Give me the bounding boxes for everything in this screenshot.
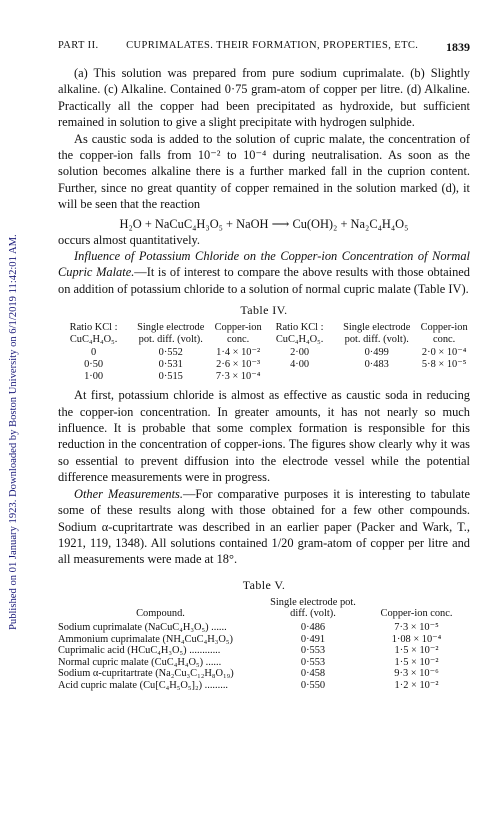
table4-cell [418,371,470,383]
table5-cell: 1·5 × 10⁻² [394,656,439,668]
table4-cell: 1·4 × 10⁻² [216,347,261,359]
table4-header-2: Copper-ion conc. [214,322,262,345]
paragraph-neutralisation: As caustic soda is added to the solution of cupric malate, the concentration of the copper-ion falls from 10⁻² to 10⁻⁴ during neutralisation. As soon as the solution becomes alkaline there is a further marked fall in the cuprion content. Further, since no great quantity of copper remained in the solution marked (d), it will be seen that the reaction [58,131,470,212]
table-row [58,347,470,359]
table4-header-4: Single electrode pot. diff. (volt). [343,322,411,345]
reaction-equation: H₂O + NaCuC₄H₃O₅ + NaOH ⟶ Cu(OH)₂ + Na₂C₄H₄O₅ [119,216,409,231]
table4-cell: 7·3 × 10⁻⁴ [215,370,261,382]
table4-cell: 2·6 × 10⁻³ [216,359,261,371]
section-heading-kcl: Influence of Potassium Chloride on the Copper-ion Concentration of Normal Cupric Malate. [58,249,470,280]
paragraph-other-text: —For comparative purposes it is interesting to tabulate some of these results along with those obtained for a few other compounds. Sodium α-cupritartrate was described in an earlier paper (Packer and Wark, T., 1921, 119, 1348). All solutions contained 1/20 gram-atom of copper per litre and all measurements were made at 18°. [58,486,470,567]
paragraph-kcl-text: —It is of interest to compare the above results with those obtained on addition of potassium chloride to a solution of normal cupric malate (Table IV). [58,265,470,296]
table4-cell [264,371,335,383]
table4-cell: 2·00 [290,347,310,359]
table5-header-0: Compound. [136,608,185,620]
table4-cell: 2·0 × 10⁻⁴ [421,347,467,359]
table5-cell: 1·2 × 10⁻² [394,679,439,691]
table5-cell: Ammonium cuprimalate (NH₄CuC₄H₃O₅) [58,633,233,645]
header-title: CUPRIMALATES. THEIR FORMATION, PROPERTIES, ETC. [126,40,419,51]
section-heading-other: Other Measurements. [74,486,183,501]
table-row [58,680,470,692]
table4-header-3: Ratio KCl : CuC₄H₄O₅. [275,322,324,345]
table4-caption: Table IV. [240,303,288,318]
table5-caption: Table V. [242,577,286,592]
table4-header-0: Ratio KCl : CuC₄H₄O₅. [69,322,118,345]
table-row [58,657,470,669]
download-note: Published on 01 January 1923. Downloaded by Boston University on 6/1/2019 11:42:01 AM. [8,234,19,630]
table5-cell: 1·5 × 10⁻² [394,645,439,657]
running-header [58,40,470,55]
paragraph-other [58,486,470,568]
table5-cell: 0·553 [300,656,326,668]
page-number: 1839 [445,40,470,54]
table5-cell: Normal cupric malate (CuC₄H₄O₅) ...... [58,656,222,668]
table4-header-5: Copper-ion conc. [420,322,468,345]
download-watermark [8,110,22,630]
table5-cell: 0·491 [300,633,326,645]
header-part: PART II. [58,40,99,51]
table5-cell: Cuprimalic acid (HCuC₄H₃O₅) ............ [58,645,221,657]
page-body [58,40,470,691]
table5-cell: 0·486 [300,621,326,633]
table5-cell: Sodium cuprimalate (NaCuC₄H₃O₅) ...... [58,621,227,633]
table4-cell: 0·50 [84,359,104,371]
paragraph-quantitative: occurs almost quantitatively. [58,232,200,247]
table5-cell: 1·08 × 10⁻⁴ [391,633,442,645]
table5-cell: Acid cupric malate (Cu[C₄H₅O₅]₂) ......... [58,679,229,691]
paragraph-kcl [58,248,470,297]
table4-cell: 0·515 [158,370,183,382]
table5-cell: 0·458 [300,668,326,680]
paragraph-kcl-effect: At first, potassium chloride is almost as effective as caustic soda in reducing the copper-ion concentration. In greater amounts, it has not nearly so much influence. It is probable that some complex formation is responsible for this reduction in the concentration of copper-ions. The figures show clearly why it was so essential to prevent diffusion into the electrode vessel while the potential difference measurements were in progress. [58,388,470,485]
table4-cell: 0·552 [158,347,183,359]
table-row [58,359,470,371]
table5-cell: 0·553 [300,645,326,657]
table4-cell: 4·00 [290,359,310,371]
table-4 [58,322,470,382]
table-row [58,622,470,634]
table4-cell: 0·499 [364,347,389,359]
table4-cell [335,371,418,383]
table5-cell: 9·3 × 10⁻⁶ [394,668,439,680]
table4-cell: 1·00 [84,370,104,382]
paragraph-notes: (a) This solution was prepared from pure sodium cuprimalate. (b) Slightly alkaline. (c) Alkaline. Contained 0·75 gram-atom of copper per litre. (d) Alkaline. Practically all the copper had been precipitated as hydroxide, but sufficient remained in solution to give a slight precipitate with hydrogen sulphide. [58,66,470,130]
table4-cell: 0·483 [364,359,389,371]
table5-header-2: Copper-ion conc. [380,608,453,620]
table-row [58,668,470,680]
table5-header-1: Single electrode pot. diff. (volt). [270,596,356,620]
table-row [58,634,470,646]
table-5 [58,597,470,692]
table5-cell: 7·3 × 10⁻⁵ [394,621,439,633]
table-row [58,645,470,657]
table4-cell: 5·8 × 10⁻⁵ [421,359,467,371]
table5-cell: 0·550 [300,679,326,691]
table4-header-1: Single electrode pot. diff. (volt). [137,322,205,345]
table5-cell: Sodium α-cupritartrate (Na₂Cu₃C₁₂H₈O₁₉) [58,668,234,680]
table4-cell: 0 [91,347,97,359]
table-row [58,371,470,383]
table4-cell: 0·531 [158,359,183,371]
